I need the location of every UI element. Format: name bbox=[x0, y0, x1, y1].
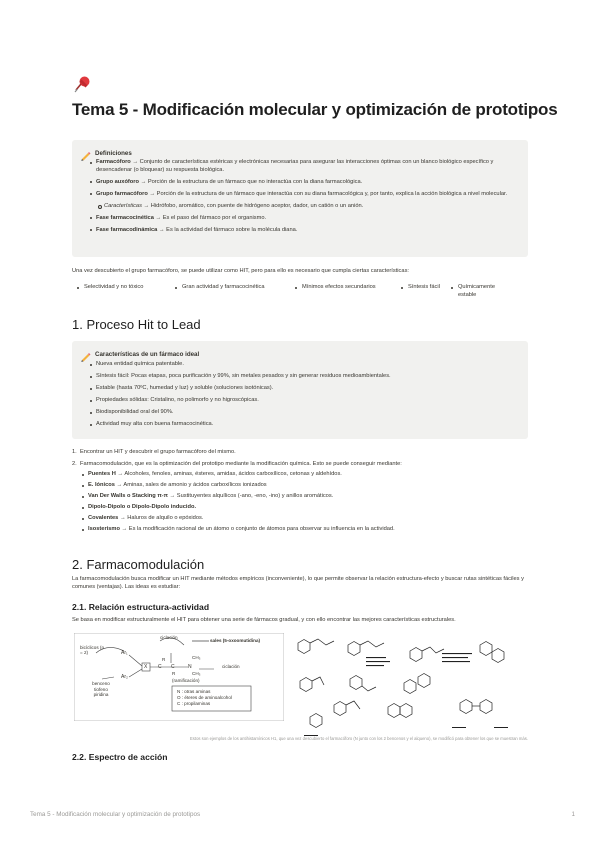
list-item: Covalentes → Haluros de alquilo o epóxidos. bbox=[88, 515, 528, 523]
subsection-paragraph: Se basa en modificar estructuralmente el HIT para obtener una serie de fármacos gradual, y con ello encontrar las mejores características estructurales. bbox=[72, 617, 456, 623]
subsection-heading: 2.2. Espectro de acción bbox=[72, 752, 168, 762]
list-item: Puentes H → Alcoholes, fenoles, aminas, ésteres, amidas, ácidos carboxílicos, cetonas y aldehídos. bbox=[88, 471, 528, 479]
list-item: Actividad muy alta con buena farmacocinética. bbox=[96, 421, 516, 429]
diagram-label: bicíclicos (n = 2) bbox=[80, 645, 104, 655]
definitions-list bbox=[96, 159, 516, 239]
column-item: Gran actividad y farmacocinética bbox=[174, 284, 284, 292]
diagram-label: ciclación bbox=[160, 635, 178, 640]
diagram-label: sales (5-oxoomutidina) bbox=[210, 638, 261, 643]
chem-label: CH₃ bbox=[192, 671, 201, 676]
page-footer bbox=[30, 811, 575, 818]
chem-label: C bbox=[158, 664, 162, 670]
intro-paragraph: Una vez descubierto el grupo farmacóforo, se puede utilizar como HIT, pero para ello es necesario que cumpla ciertas características: bbox=[72, 268, 409, 274]
callout-title: Definiciones bbox=[95, 150, 132, 157]
subsection-heading: 2.1. Relación estructura-actividad bbox=[72, 602, 210, 612]
diagram-label: (ramificación) bbox=[172, 678, 200, 683]
antihistamine-structures bbox=[284, 631, 528, 737]
chem-label: C bbox=[171, 664, 175, 670]
chem-label: N bbox=[188, 664, 192, 670]
diagram-legend: N : otras aminas O : éteres de aminoalcohol C : propilaminas bbox=[177, 689, 232, 707]
callout-header bbox=[80, 349, 199, 360]
footer-title: Tema 5 - Modificación molecular y optimización de prototipos bbox=[30, 811, 201, 818]
list-item: Fase farmacocinética → Es el paso del fármaco por el organismo. bbox=[96, 215, 516, 223]
column-item: Selectividad y no tóxico bbox=[76, 284, 166, 292]
page-title: Tema 5 - Modificación molecular y optimización de prototipos bbox=[72, 100, 558, 119]
section-paragraph: La farmacomodulación busca modificar un HIT mediante métodos empíricos (inconveniente), lo que permite observar la relación estructura-efecto y buscar rutas sintéticas fáciles y comunes (ventajas). Las ideas es estudiar: bbox=[72, 576, 524, 590]
list-item: Biodisponibilidad oral del 90%. bbox=[96, 409, 516, 417]
section-heading: 1. Proceso Hit to Lead bbox=[72, 317, 201, 332]
list-item: Farmacóforo → Conjunto de características estéricas y electrónicas necesarias para asegurar las interacciones óptimas con un blanco biológico específico y desencadenar (o bloquear) su respuesta biológica. bbox=[96, 159, 516, 174]
steps-list bbox=[72, 449, 528, 538]
list-item: Propiedades sólidas: Cristalino, no polimorfo y no higroscópicas. bbox=[96, 397, 516, 405]
list-item: Van Der Walls o Stacking π-π → Sustituyentes alquílicos (-ano, -eno, -ino) y anillos aromáticos. bbox=[88, 493, 528, 501]
ideal-drug-callout bbox=[72, 341, 528, 439]
list-item: Fase farmacodinámica → Es la actividad del fármaco sobre la molécula diana. bbox=[96, 227, 516, 235]
chem-label: CH₃ bbox=[192, 655, 201, 660]
list-item: Isosterismo → Es la modificación racional de un átomo o conjunto de átomos para observar su influencia en la actividad. bbox=[88, 526, 528, 534]
column-item: Síntesis fácil bbox=[400, 284, 440, 292]
interactions-list bbox=[88, 471, 528, 534]
pencil-icon bbox=[80, 148, 91, 159]
page-number: 1 bbox=[571, 811, 575, 818]
list-item: Grupo auxóforo → Porción de la estructura de un fármaco que no interactúa con la diana farmacológica. bbox=[96, 179, 516, 187]
chem-label: X bbox=[144, 664, 148, 670]
diagram-label: benceno tiofeno piridina bbox=[92, 681, 110, 697]
chem-label: Ar₂ bbox=[121, 674, 128, 680]
callout-title: Características de un fármaco ideal bbox=[95, 351, 200, 358]
pencil-icon bbox=[80, 349, 91, 360]
document-page bbox=[72, 0, 558, 848]
pushpin-icon bbox=[72, 75, 92, 99]
characteristics-columns bbox=[72, 284, 528, 304]
column-item: Mínimos efectos secundarios bbox=[294, 284, 384, 292]
chem-label: R bbox=[172, 671, 176, 676]
list-subitem: Características → Hidrófobo, aromático, con puente de hidrógeno aceptor, dador, un catión o un anión. bbox=[104, 203, 516, 211]
pharmacophore-diagram bbox=[74, 633, 284, 721]
list-item: 1. Encontrar un HIT y descubrir el grupo farmacóforo del mismo. bbox=[72, 449, 236, 455]
diagram-label: ciclación bbox=[222, 664, 240, 669]
column-item: Químicamente estable bbox=[450, 284, 510, 299]
list-item: 2. Farmacomodulación, que es la optimización del prototipo mediante la modificación química. Esto se puede conseguir mediante: bbox=[72, 460, 402, 467]
callout-header bbox=[80, 148, 132, 159]
figure-caption: Estos son ejemplos de los antihistamínicos H1, que una vez descubierto el farmacóforo (N junto con los 2 bencenos y el alqueno), se modificó para obtener los que se muestran más. bbox=[190, 736, 528, 741]
chem-label: R bbox=[162, 657, 166, 662]
ideal-drug-list bbox=[96, 361, 516, 433]
list-item: Estable (hasta 70ºC, humedad y luz) y soluble (soluciones isotónicas). bbox=[96, 385, 516, 393]
sar-figure bbox=[72, 631, 528, 745]
section-heading: 2. Farmacomodulación bbox=[72, 557, 205, 572]
list-item: Nueva entidad química patentable. bbox=[96, 361, 516, 369]
definitions-callout bbox=[72, 140, 528, 257]
list-item: Síntesis fácil: Pocas etapas, poca purificación y 99%, sin metales pesados y sin generar residuos medioambientales. bbox=[96, 373, 516, 381]
list-item: Dipolo-Dipolo o Dipolo-Dipolo inducido. bbox=[88, 504, 528, 512]
list-item: E. Iónicos → Aminas, sales de amonio y ácidos carboxílicos ionizados bbox=[88, 482, 528, 490]
chem-label: Ar₁ bbox=[121, 650, 128, 656]
list-item: Grupo farmacóforo → Porción de la estructura de un fármaco que interactúa con su diana farmacológica y, por tanto, explica la acción biológica a nivel molecular. bbox=[96, 191, 516, 199]
